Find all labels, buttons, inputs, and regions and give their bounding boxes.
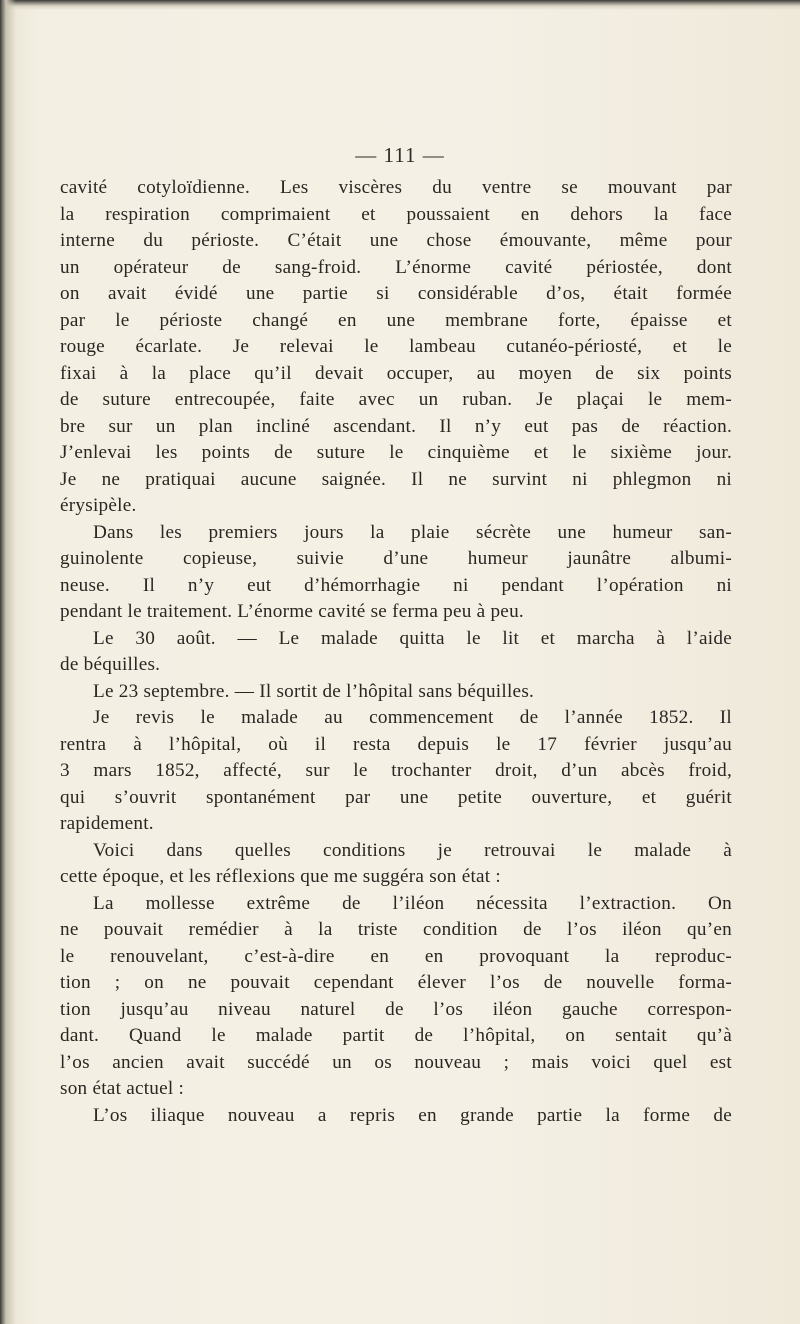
text-line: interne du périoste. C’était une chose émouvante, même pour: [60, 230, 732, 251]
text-line: la respiration comprimaient et poussaient en dehors la face: [60, 203, 732, 225]
text-line: cette époque, et les réflexions que me suggéra son état :: [60, 866, 502, 887]
text-line: Voici dans quelles conditions je retrouvai le malade à: [93, 839, 732, 861]
text-line: par le périoste changé en une membrane forte, épaisse et: [60, 309, 732, 331]
text-line: guinolente copieuse, suivie d’une humeur jaunâtre albumi-: [60, 548, 732, 569]
text-line: rouge écarlate. Je relevai le lambeau cutanéo-périosté, et le: [60, 336, 732, 357]
page-top-edge: [0, 0, 800, 10]
text-line: cavité cotyloïdienne. Les viscères du ventre se mouvant par: [60, 177, 732, 198]
text-line: neuse. Il n’y eut d’hémorrhagie ni pendant l’opération ni: [60, 574, 732, 596]
text-line: un opérateur de sang-froid. L’énorme cavité périostée, dont: [60, 256, 732, 278]
text-line: tion ; on ne pouvait cependant élever l’os de nouvelle forma-: [60, 972, 732, 993]
text-line: Je ne pratiquai aucune saignée. Il ne survint ni phlegmon ni: [60, 468, 732, 490]
text-line: 3 mars 1852, affecté, sur le trochanter droit, d’un abcès froid,: [60, 760, 732, 781]
text-line: dant. Quand le malade partit de l’hôpital, on sentait qu’à: [60, 1025, 732, 1046]
text-line: rentra à l’hôpital, où il resta depuis le 17 février jusqu’au: [60, 733, 732, 755]
text-line: L’os iliaque nouveau a repris en grande partie la forme de: [93, 1104, 732, 1126]
text-line: Je revis le malade au commencement de l’année 1852. Il: [93, 707, 732, 728]
body-text: [60, 175, 732, 1129]
text-line: le renouvelant, c’est-à-dire en en provoquant la reproduc-: [60, 945, 732, 967]
page-number: — 111 —: [355, 143, 445, 167]
text-line: érysipèle.: [60, 495, 137, 516]
text-line: Le 30 août. — Le malade quitta le lit et marcha à l’aide: [93, 627, 732, 649]
text-line: J’enlevai les points de suture le cinquième et le sixième jour.: [60, 442, 732, 463]
text-line: fixai à la place qu’il devait occuper, au moyen de six points: [60, 362, 732, 384]
text-line: La mollesse extrême de l’iléon nécessita l’extraction. On: [93, 892, 732, 914]
text-line: on avait évidé une partie si considérable d’os, était formée: [60, 283, 732, 304]
page-binding-edge: [0, 0, 16, 1324]
text-line: l’os ancien avait succédé un os nouveau ; mais voici quel est: [60, 1051, 732, 1073]
text-line: qui s’ouvrit spontanément par une petite ouverture, et guérit: [60, 786, 732, 808]
text-line: bre sur un plan incliné ascendant. Il n’y eut pas de réaction.: [60, 415, 732, 437]
text-line: Dans les premiers jours la plaie sécrète une humeur san-: [93, 521, 732, 543]
text-line: rapidement.: [60, 813, 154, 834]
text-line: Le 23 septembre. — Il sortit de l’hôpital sans béquilles.: [93, 680, 535, 702]
text-line: son état actuel :: [60, 1078, 185, 1099]
text-line: tion jusqu’au niveau naturel de l’os iléon gauche correspon-: [60, 998, 732, 1020]
text-line: de suture entrecoupée, faite avec un ruban. Je plaçai le mem-: [60, 389, 732, 410]
text-line: de béquilles.: [60, 654, 161, 675]
text-line: pendant le traitement. L’énorme cavité se ferma peu à peu.: [60, 601, 524, 622]
text-line: ne pouvait remédier à la triste condition de l’os iléon qu’en: [60, 919, 732, 940]
